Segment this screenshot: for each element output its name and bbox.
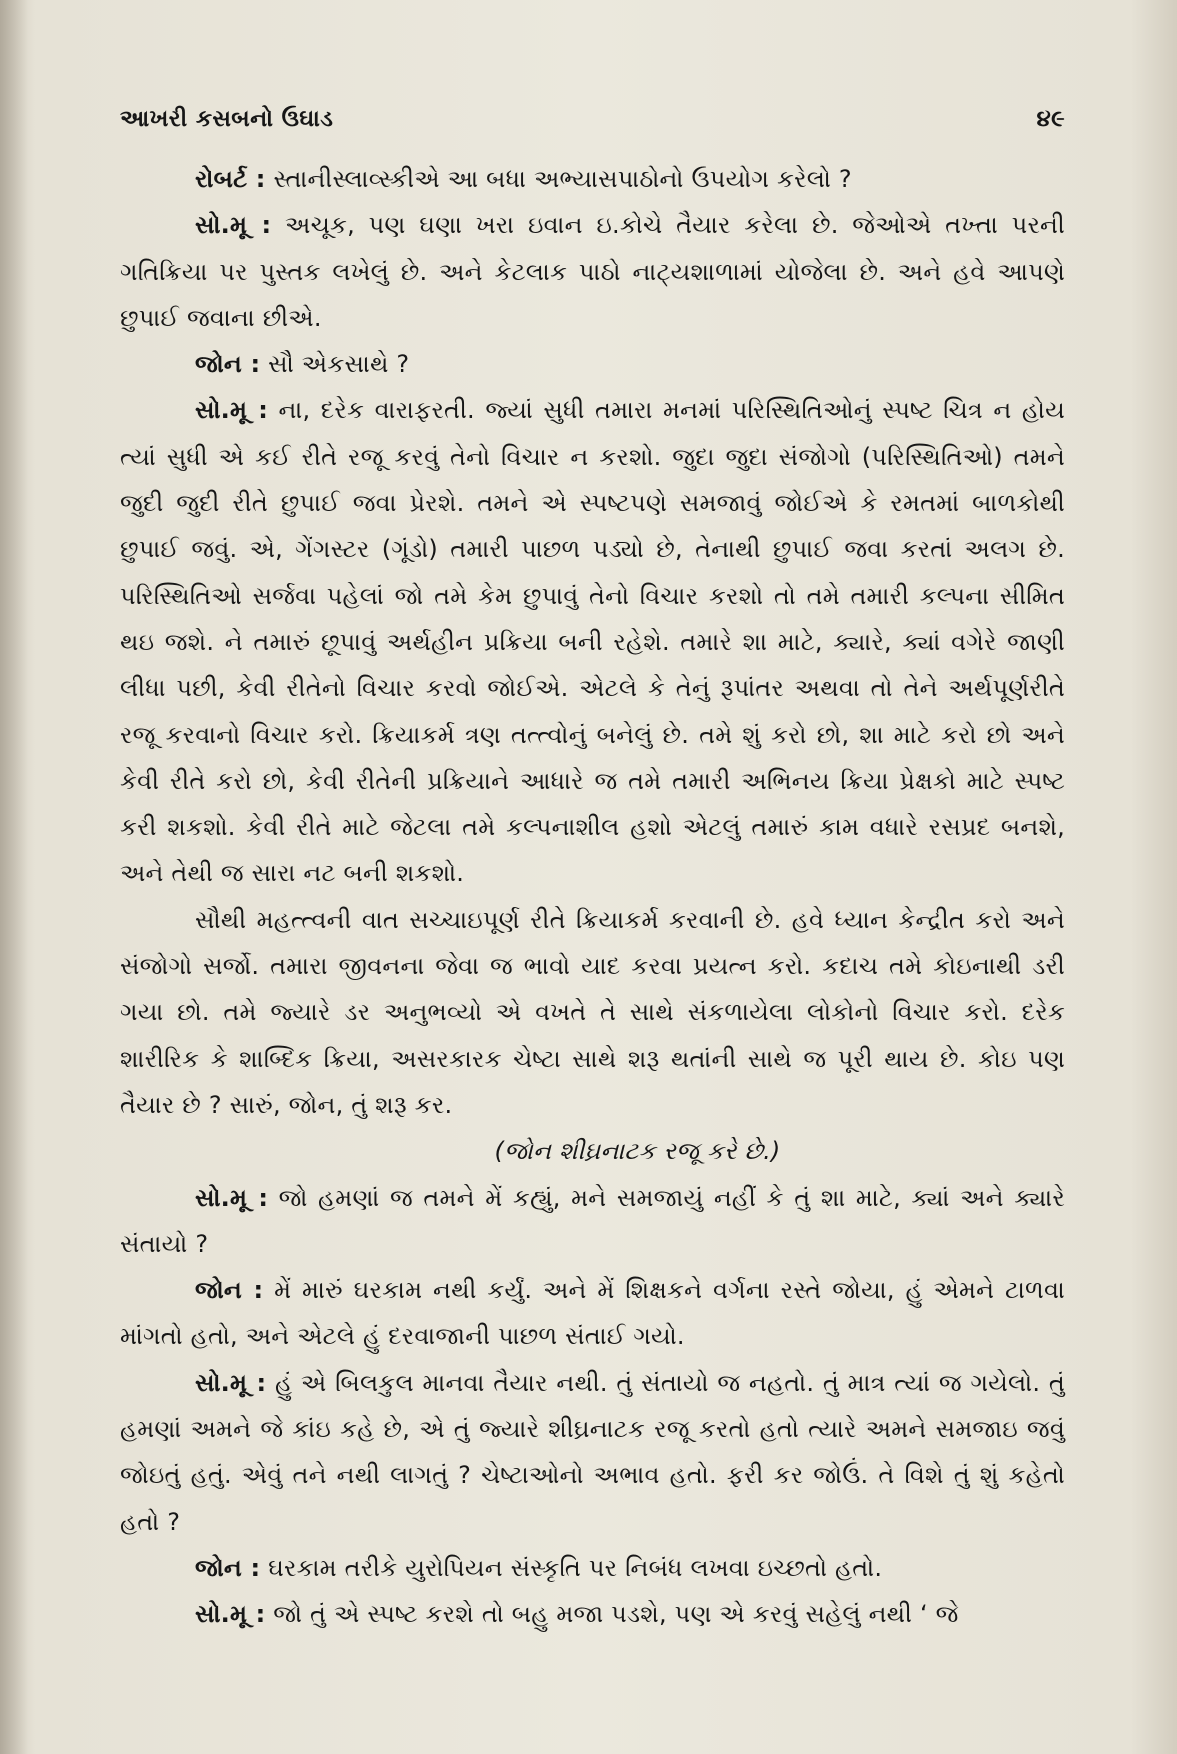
dialogue-paragraph	[120, 387, 1065, 896]
speaker-label: જોન :	[195, 350, 261, 379]
dialogue-text: ઘરકામ તરીકે યુરોપિયન સંસ્કૃતિ પર નિબંધ લખવા ઇચ્છતો હતો.	[260, 1553, 883, 1582]
page-body	[120, 156, 1065, 1638]
dialogue-text: ના, દરેક વારાફરતી. જ્યાં સુધી તમારા મનમાં પરિસ્થિતિઓનું સ્પષ્ટ ચિત્ર ન હોય ત્યાં સુધી એ કઈ રીતે રજૂ કરવું તેનો વિચાર ન કરશો. જુદા જુદા સંજોગો (પરિસ્થિતિઓ) તમને જુદી જુદી રીતે છુપાઈ જવા પ્રેરશે. તમને એ સ્પષ્ટપણે સમજાવું જોઈએ કે રમતમાં બાળકોથી છુપાઈ જવું. એ, ગેંગસ્ટર (ગૂંડો) તમારી પાછળ પડ્યો છે, તેનાથી છુપાઈ જવા કરતાં અલગ છે. પરિસ્થિતિઓ સર્જવા પહેલાં જો તમે કેમ છુપાવું તેનો વિચાર કરશો તો તમે તમારી કલ્પના સીમિત થઇ જશે. ને તમારું છૂપાવું અર્થહીન પ્રક્રિયા બની રહેશે. તમારે શા માટે, ક્યારે, ક્યાં વગેરે જાણી લીધા પછી, કેવી રીતેનો વિચાર કરવો જોઈએ. એટલે કે તેનું રૂપાંતર અથવા તો તેને અર્થપૂર્ણરીતે રજૂ કરવાનો વિચાર કરો. ક્રિયાકર્મ ત્રણ તત્ત્વોનું બનેલું છે. તમે શું કરો છો, શા માટે કરો છો અને કેવી રીતે કરો છો, કેવી રીતેની પ્રક્રિયાને આધારે જ તમે તમારી અભિનય ક્રિયા પ્રેક્ષકો માટે સ્પષ્ટ કરી શકશો. કેવી રીતે માટે જેટલા તમે કલ્પનાશીલ હશો એટલું તમારું કામ વધારે રસપ્રદ બનશે, અને તેથી જ સારા નટ બની શકશો.	[120, 396, 1065, 888]
dialogue-text: હું એ બિલકુલ માનવા તૈયાર નથી. તું સંતાયો જ નહતો. તું માત્ર ત્યાં જ ગયેલો. તું હમણાં અમને જે કાંઇ કહે છે, એ તું જ્યારે શીઘ્રનાટક રજૂ કરતો હતો ત્યારે અમને સમજાઇ જવું જોઇતું હતું. એવું તને નથી લાગતું ? ચેષ્ટાઓનો અભાવ હતો. ફરી કર જોઉં. તે વિશે તું શું કહેતો હતો ?	[120, 1368, 1065, 1536]
dialogue-text: જો તું એ સ્પષ્ટ કરશે તો બહુ મજા પડશે, પણ એ કરવું સહેલું નથી ‘ જે	[265, 1600, 959, 1629]
speaker-label: જોન :	[195, 1553, 261, 1582]
dialogue-paragraph	[120, 156, 1065, 202]
running-header	[120, 106, 1065, 142]
speaker-label: જોન :	[195, 1276, 264, 1305]
dialogue-paragraph	[120, 1175, 1065, 1268]
dialogue-text: જો હમણાં જ તમને મેં કહ્યું, મને સમજાયું નહીં કે તું શા માટે, ક્યાં અને ક્યારે સંતાયો ?	[120, 1183, 1065, 1258]
chapter-title: આખરી કસબનો ઉઘાડ	[120, 106, 334, 132]
dialogue-text: અચૂક, પણ ઘણા ખરા ઇવાન ઇ.કોચે તૈયાર કરેલા છે. જેઓએ તખ્તા પરની ગતિક્રિયા પર પુસ્તક લખેલું છે. અને કેટલાક પાઠો નાટ્યશાળામાં યોજેલા છે. અને હવે આપણે છુપાઈ જવાના છીએ.	[120, 211, 1065, 332]
dialogue-paragraph	[120, 341, 1065, 387]
speaker-label: સો.મૂ :	[195, 1368, 267, 1397]
speaker-label: સો.મૂ :	[195, 396, 269, 425]
dialogue-text: સૌ એકસાથે ?	[260, 350, 410, 379]
speaker-label: સો.મૂ :	[195, 1183, 269, 1212]
page-binding-shadow	[0, 0, 28, 1754]
speaker-label: સો.મૂ :	[195, 1600, 266, 1629]
dialogue-paragraph	[120, 1591, 1065, 1637]
dialogue-paragraph	[120, 202, 1065, 341]
speaker-label: સો.મૂ :	[195, 211, 272, 240]
dialogue-text: સ્તાનીસ્લાવ્સ્કીએ આ બધા અભ્યાસપાઠોનો ઉપયોગ કરેલો ?	[265, 165, 852, 193]
stage-direction: (જોન શીઘ્રનાટક રજૂ કરે છે.)	[494, 1137, 781, 1166]
dialogue-paragraph	[120, 1360, 1065, 1545]
speaker-label: રોબર્ટ :	[195, 165, 266, 193]
dialogue-text: મેં મારું ઘરકામ નથી કર્યું. અને મેં શિક્ષકને વર્ગના રસ્તે જોયા, હું એમને ટાળવા માંગતો હતો, અને એટલે હું દરવાજાની પાછળ સંતાઈ ગયો.	[120, 1276, 1066, 1351]
page-number: ૪૯	[1036, 106, 1065, 132]
paragraph-text: સૌથી મહત્ત્વની વાત સચ્ચાઇપૂર્ણ રીતે ક્રિયાકર્મ કરવાની છે. હવે ધ્યાન કેન્દ્રીત કરો અને સંજોગો સર્જો. તમારા જીવનના જેવા જ ભાવો યાદ કરવા પ્રયત્ન કરો. કદાચ તમે કોઇનાથી ડરી ગયા છો. તમે જ્યારે ડર અનુભવ્યો એ વખતે તે સાથે સંકળાયેલા લોકોનો વિચાર કરો. દરેક શારીરિક કે શાબ્દિક ક્રિયા, અસરકારક ચેષ્ટા સાથે શરૂ થતાંની સાથે જ પૂરી થાય છે. કોઇ પણ તૈયાર છે ? સારું, જોન, તું શરૂ કર.	[120, 905, 1065, 1119]
dialogue-paragraph	[120, 1545, 1065, 1591]
dialogue-paragraph	[120, 1267, 1065, 1360]
narrative-paragraph	[120, 897, 1065, 1128]
